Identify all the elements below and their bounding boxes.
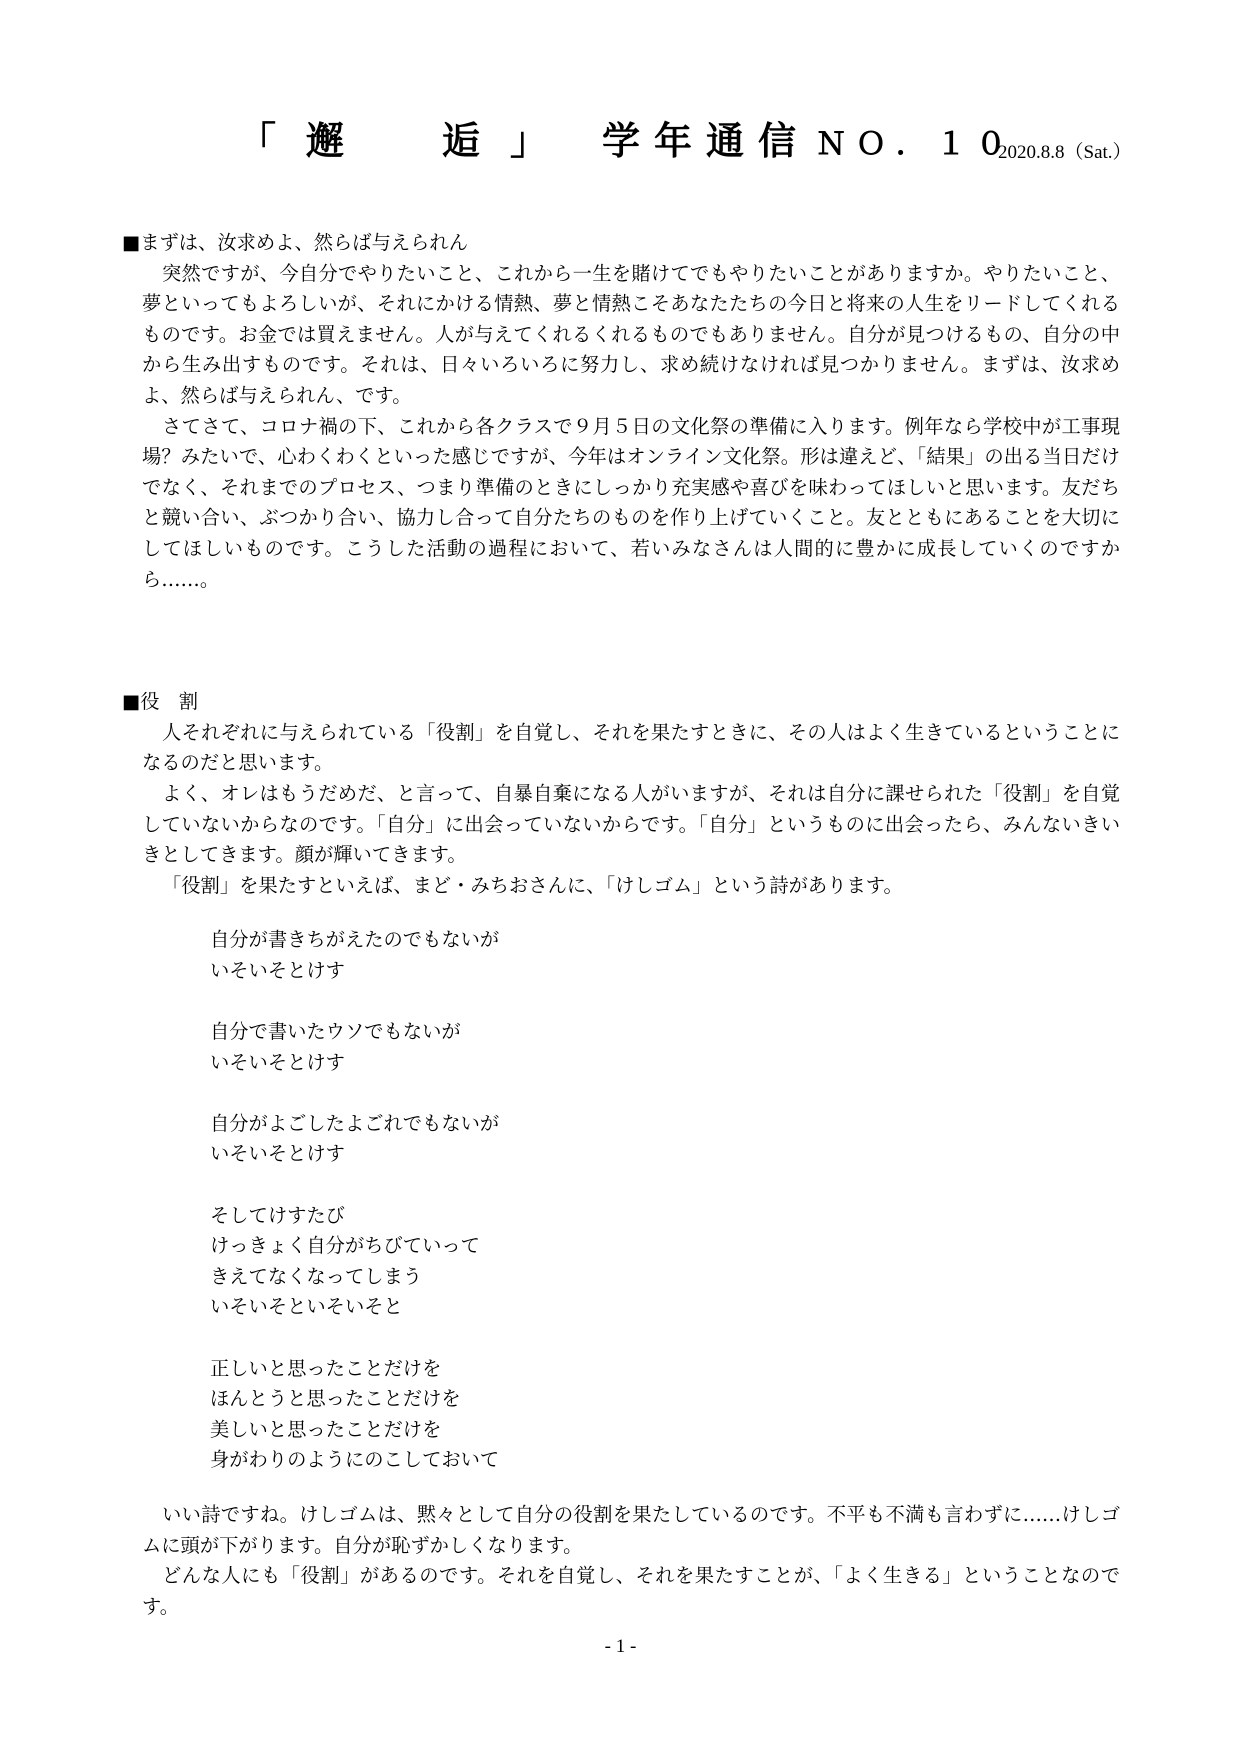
issue-number: ＮＯ．１０ bbox=[816, 127, 1017, 162]
poem-line: 身がわりのようにのこしておいて bbox=[210, 1448, 500, 1472]
poem-eraser bbox=[210, 925, 1120, 1476]
poem-line: ほんとうと思ったことだけを bbox=[210, 1387, 461, 1411]
document-body bbox=[122, 228, 1120, 1622]
poem-line: きえてなくなってしまう bbox=[210, 1264, 423, 1288]
poem-line: いそいそとけす bbox=[210, 1050, 345, 1074]
poem-line: 正しいと思ったことだけを bbox=[210, 1356, 442, 1380]
issue-date: 2020.8.8（Sat.） bbox=[998, 142, 1132, 163]
poem-stanza bbox=[210, 1201, 1120, 1323]
newsletter-brand: 「邂 逅」 bbox=[238, 119, 579, 163]
poem-line: 自分がよごしたよごれでもないが bbox=[210, 1111, 500, 1135]
paragraph: 突然ですが、今自分でやりたいこと、これから一生を賭けてでもやりたいことがありますか。やりたいこと、夢といってもよろしいが、それにかける情熱、夢と情熱こそあなたたちの今日と将来の人生をリードしてくれるものです。お金では買えません。人が与えてくれるくれるものでもありません。自分が見つけるもの、自分の中から生み出すものです。それは、日々いろいろに努力し、求め続けなければ見つかりません。まずは、汝求めよ、然らば与えられん、です。 bbox=[142, 261, 1120, 407]
poem-stanza bbox=[210, 1109, 1120, 1170]
paragraph: いい詩ですね。けしゴムは、黙々として自分の役割を果たしているのです。不平も不満も言わずに……けしゴムに頭が下がります。自分が恥ずかしくなります。 bbox=[142, 1502, 1120, 1557]
poem-line: いそいそとけす bbox=[210, 958, 345, 982]
section-heading-role: ■役 割 bbox=[122, 690, 199, 714]
section-heading-seek: ■まずは、汝求めよ、然らば与えられん bbox=[122, 231, 468, 254]
poem-line: けっきょく自分がちびていって bbox=[210, 1234, 480, 1258]
page-number: - 1 - bbox=[604, 1636, 637, 1657]
poem-line: そしてけすたび bbox=[210, 1203, 345, 1227]
poem-line: 自分で書いたウソでもないが bbox=[210, 1020, 461, 1044]
newsletter-grade-label: 学年通信 bbox=[602, 119, 811, 163]
paragraph: 「役割」を果たすといえば、まど・みちおさんに、「けしゴム」という詩があります。 bbox=[162, 873, 903, 897]
poem-stanza bbox=[210, 1017, 1120, 1078]
paragraph: さてさて、コロナ禍の下、これから各クラスで９月５日の文化祭の準備に入ります。例年なら学校中が工事現場？みたいで、心わくわくといった感じですが、今年はオンライン文化祭。形は違えど、「結果」の出る当日だけでなく、それまでのプロセス、つまり準備のときにしっかり充実感や喜びを味わってほしいと思います。友だちと競い合い、ぶつかり合い、協力し合って自分たちのものを作り上げていくこと。友とともにあることを大切にしてほしいものです。こうした活動の過程において、若いみなさんは人間的に豊かに成長していくのですから……。 bbox=[142, 414, 1120, 591]
paragraph: 人それぞれに与えられている「役割」を自覚し、それを果たすときに、その人はよく生きているということになるのだと思います。 bbox=[142, 720, 1120, 775]
paragraph: どんな人にも「役割」があるのです。それを自覚し、それを果たすことが、「よく生きる」ということなのです。 bbox=[142, 1564, 1120, 1618]
poem-line: 美しいと思ったことだけを bbox=[210, 1417, 442, 1441]
newsletter-title bbox=[238, 119, 1017, 163]
poem-stanza bbox=[210, 925, 1120, 986]
poem-line: いそいそとけす bbox=[210, 1142, 345, 1166]
section-spacer bbox=[122, 595, 1120, 687]
poem-stanza bbox=[210, 1354, 1120, 1476]
paragraph: よく、オレはもうだめだ、と言って、自暴自棄になる人がいますが、それは自分に課せられた「役割」を自覚していないからなのです。「自分」に出会っていないからです。「自分」というものに出会ったら、みんないきいきとしてきます。顔が輝いてきます。 bbox=[142, 781, 1120, 867]
poem-line: 自分が書きちがえたのでもないが bbox=[210, 928, 500, 952]
poem-line: いそいそといそいそと bbox=[210, 1295, 403, 1319]
